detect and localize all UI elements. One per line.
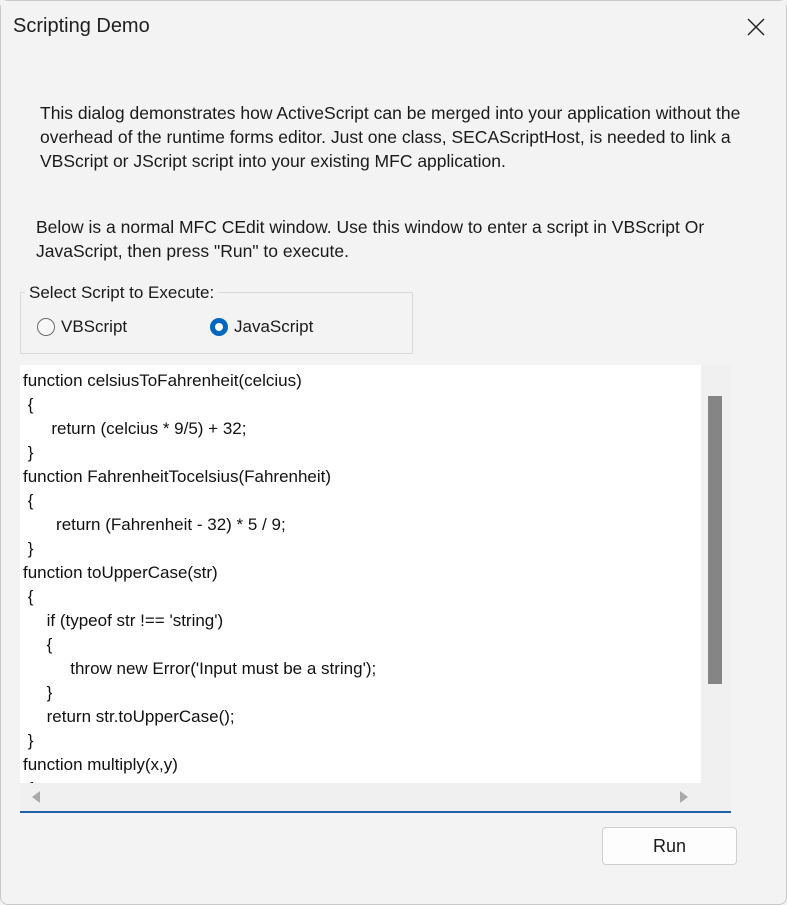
vertical-scroll-thumb[interactable]: [708, 396, 722, 684]
script-select-label: Select Script to Execute:: [25, 283, 218, 303]
radio-checked-icon: [210, 318, 228, 336]
radio-unchecked-icon: [37, 318, 55, 336]
horizontal-scrollbar[interactable]: [20, 783, 701, 811]
close-button[interactable]: [739, 10, 773, 44]
vertical-scrollbar[interactable]: [701, 365, 731, 783]
scroll-right-icon[interactable]: [680, 791, 688, 803]
window-title: Scripting Demo: [13, 15, 150, 37]
radio-vbscript[interactable]: [37, 317, 127, 337]
script-editor[interactable]: [20, 365, 731, 813]
scrollbar-corner: [701, 783, 731, 811]
scroll-left-icon[interactable]: [32, 791, 40, 803]
radio-javascript[interactable]: [210, 317, 313, 337]
title-bar: [1, 1, 786, 51]
radio-vbscript-label: VBScript: [61, 317, 128, 336]
run-button[interactable]: Run: [602, 827, 737, 865]
radio-javascript-label: JavaScript: [234, 317, 314, 336]
instructions-text: Below is a normal MFC CEdit window. Use this window to enter a script in VBScript Or JavaScript, then press "Run" to execute.: [36, 217, 705, 261]
close-icon: [747, 18, 765, 36]
script-code-text[interactable]: function celsiusToFahrenheit(celcius) { return (celcius * 9/5) + 32; } function FahrenheitTocelsius(Fahrenheit) { return (Fahrenheit - 32) * 5 / 9; } function toUpperCase(str) { if (typeof str !== 'string') { throw new Error('Input must be a string'); } return str.toUpperCase(); } function multiply(x,y): [23, 371, 377, 774]
description-text: This dialog demonstrates how ActiveScript can be merged into your application without the overhead of the runtime forms editor. Just one class, SECAScriptHost, is needed to link a VBScript or JScript script into your existing MFC application.: [40, 103, 741, 171]
